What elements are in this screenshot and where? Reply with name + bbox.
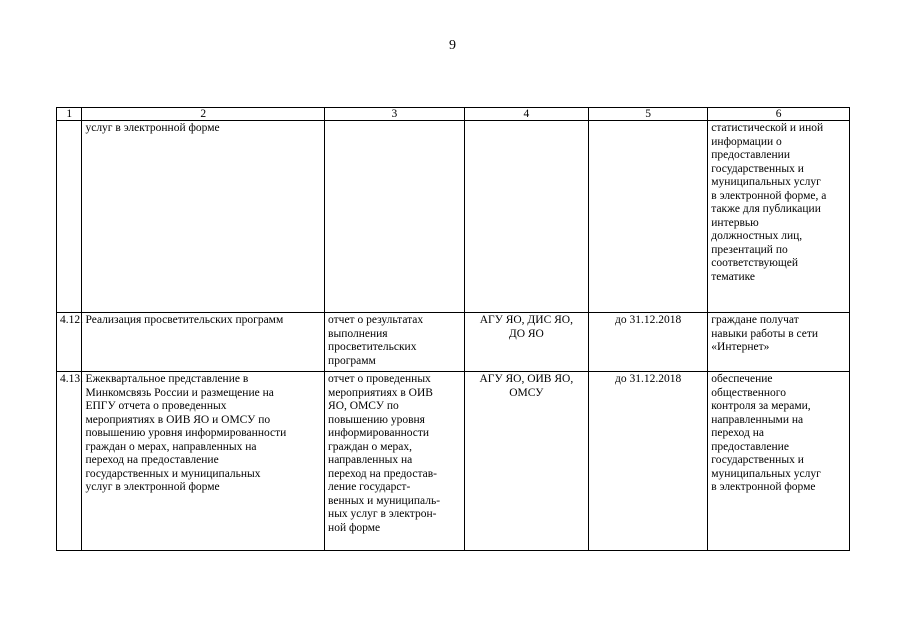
cell-line: навыки работы в сети [711,327,819,340]
table-header-row [57,108,850,121]
header-cell: 3 [325,108,465,121]
page-number: 9 [449,38,456,53]
cell-line: презентаций по [711,243,788,256]
cell-line: ной форме [328,521,381,534]
cell-line: муниципальных услуг [711,176,821,188]
cell-line: в электронной форме, а [711,189,827,202]
cell-line: отчет о результатах [328,314,424,326]
cell-line: тематике [711,270,756,283]
cell-line: Реализация просветительских программ [85,314,284,326]
cell-line: ных услуг в электрон- [328,508,437,520]
cell-line: повышению уровня информированности [85,427,287,439]
cell-line: в электронной форме [711,481,816,493]
expected-effect-cell [708,372,850,551]
cell-line: направленных на [328,454,413,466]
table-row [57,313,850,372]
deadline-cell [589,313,708,372]
cell-line: Минкомсвязь России и размещение на [85,386,274,399]
activity-cell [82,372,325,551]
cell-line: до 31.12.2018 [615,373,682,385]
table-row [57,372,850,551]
cell-line: ДО ЯО [508,327,544,340]
cell-line: АГУ ЯО, ОИВ ЯО, [479,373,574,385]
cell-line: информированности [328,427,430,439]
header-cell: 2 [82,108,325,121]
header-cell: 4 [464,108,588,121]
cell-line: ление государст- [328,481,411,493]
expected-effect-cell [708,121,850,313]
cell-line: венных и муниципаль- [328,494,441,507]
cell-line: мероприятиях в ОИВ ЯО и ОМСУ по [85,413,271,426]
cell-line: мероприятиях в ОИВ [328,386,433,399]
executor-cell [464,121,588,313]
cell-line: ЕПГУ отчета о проведенных [85,400,227,412]
cell-line: выполнения [328,327,388,340]
deadline-cell [589,121,708,313]
header-cell: 1 [57,108,82,121]
cell-line: до 31.12.2018 [615,314,682,326]
cell-line: интервью [711,216,759,229]
cell-line: ЯО, ОМСУ по [328,400,399,412]
cell-line: государственных и муниципальных [85,467,261,480]
cell-line: переход на [711,427,764,439]
table-row [57,121,850,313]
cell-line: направленными на [711,413,804,426]
cell-line: также для публикации [711,203,821,215]
expected-effect-cell [708,313,850,372]
result-cell [325,121,465,313]
activity-cell [82,313,325,372]
cell-line: обеспечение [711,373,773,385]
cell-line: государственных и [711,454,804,466]
cell-line: граждан о мерах, [328,440,413,453]
cell-line: программ [328,354,376,367]
cell-line: просветительских [328,341,417,353]
cell-line: муниципальных услуг [711,467,821,480]
row-number-cell: 4.13. [57,372,82,551]
cell-line: Ежеквартальное представление в [85,373,249,385]
row-number-cell: 4.12. [57,313,82,372]
plan-table [56,107,850,551]
cell-line: информации о [711,135,782,148]
cell-line: услуг в электронной форме [85,481,220,493]
cell-line: статистической и иной [711,122,824,134]
header-cell: 6 [708,108,850,121]
cell-line: контроля за мерами, [711,400,811,412]
cell-line: «Интернет» [711,341,770,353]
cell-line: общественного [711,386,786,399]
cell-line: услуг в электронной форме [85,122,220,134]
cell-line: соответствующей [711,257,799,269]
cell-line: граждан о мерах, направленных на [85,440,257,453]
cell-line: должностных лиц, [711,230,803,242]
executor-cell [464,372,588,551]
cell-line: ОМСУ [509,386,544,399]
cell-line: переход на предостав- [328,467,437,480]
result-cell [325,313,465,372]
cell-line: АГУ ЯО, ДИС ЯО, [479,314,573,326]
row-number-cell [57,121,82,313]
cell-line: государственных и [711,162,804,175]
executor-cell [464,313,588,372]
header-cell: 5 [589,108,708,121]
cell-line: граждане получат [711,314,799,326]
cell-line: предоставлении [711,149,790,161]
activity-cell [82,121,325,313]
deadline-cell [589,372,708,551]
result-cell [325,372,465,551]
cell-line: отчет о проведенных [328,373,431,385]
cell-line: переход на предоставление [85,454,219,466]
cell-line: повышению уровня [328,413,425,426]
cell-line: предоставление [711,440,789,453]
